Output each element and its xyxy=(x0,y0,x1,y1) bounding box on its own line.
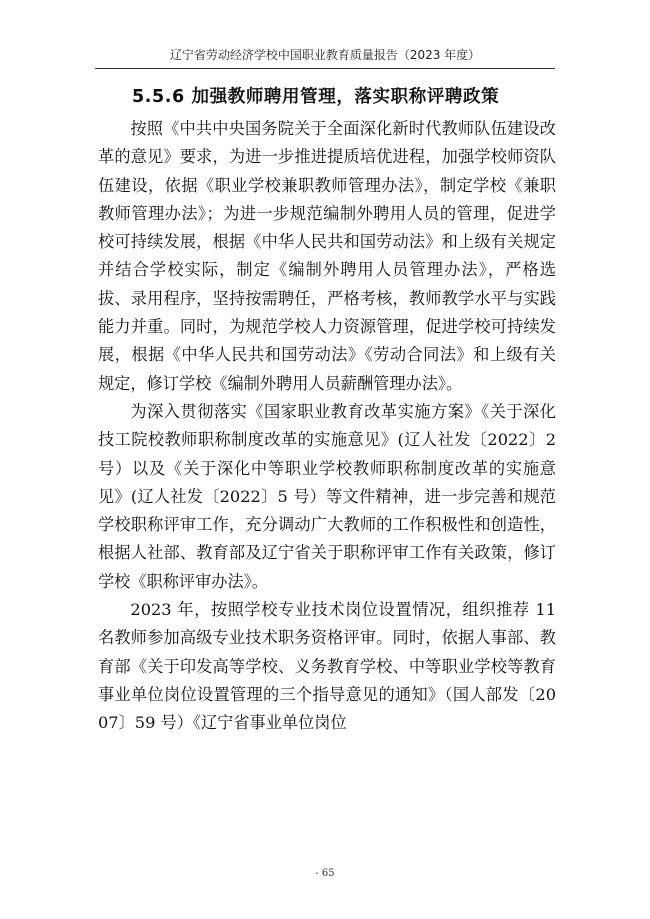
section-heading: 5.5.6 加强教师聘用管理，落实职称评聘政策 xyxy=(132,87,500,107)
running-header: 辽宁省劳动经济学校中国职业教育质量报告（2023 年度） xyxy=(169,48,481,62)
paragraph-2: 为深入贯彻落实《国家职业教育改革实施方案》《关于深化技工院校教师职称制度改革的实施意见》(辽人社发〔2022〕2 号）以及《关于深化中等职业学校教师职称制度改革的实施意见》(辽人社发〔2022〕5 号）等文件精神，进一步完善和规范学校职称评审工作，充分调动广大教师的工作积极性和创造性，根据人社部、教育部及辽宁省关于职称评审工作有关政策，修订学校《职称评审办法》。 xyxy=(98,401,556,591)
paragraph-3: 2023 年，按照学校专业技术岗位设置情况，组织推荐 11 名教师参加高级专业技术职务资格评审。同时，依据人事部、教育部《关于印发高等学校、义务教育学校、中等职业学校等教育事业单位岗位设置管理的三个指导意见的通知》（国人部发〔2007〕59 号）《辽宁省事业单位岗位 xyxy=(98,600,556,733)
header-divider xyxy=(95,68,555,69)
body-text xyxy=(98,115,556,738)
page-number: - 65 xyxy=(315,868,335,879)
paragraph-1: 按照《中共中央国务院关于全面深化新时代教师队伍建设改革的意见》要求，为进一步推进提质培优进程，加强学校师资队伍建设，依据《职业学校兼职教师管理办法》，制定学校《兼职教师管理办法》；为进一步规范编制外聘用人员的管理，促进学校可持续发展，根据《中华人民共和国劳动法》和上级有关规定并结合学校实际，制定《编制外聘用人员管理办法》，严格选拔、录用程序，坚持按需聘任，严格考核，教师教学水平与实践能力并重。同时，为规范学校人力资源管理，促进学校可持续发展，根据《中华人民共和国劳动法》《劳动合同法》和上级有关规定，修订学校《编制外聘用人员薪酬管理办法》。 xyxy=(98,119,556,393)
